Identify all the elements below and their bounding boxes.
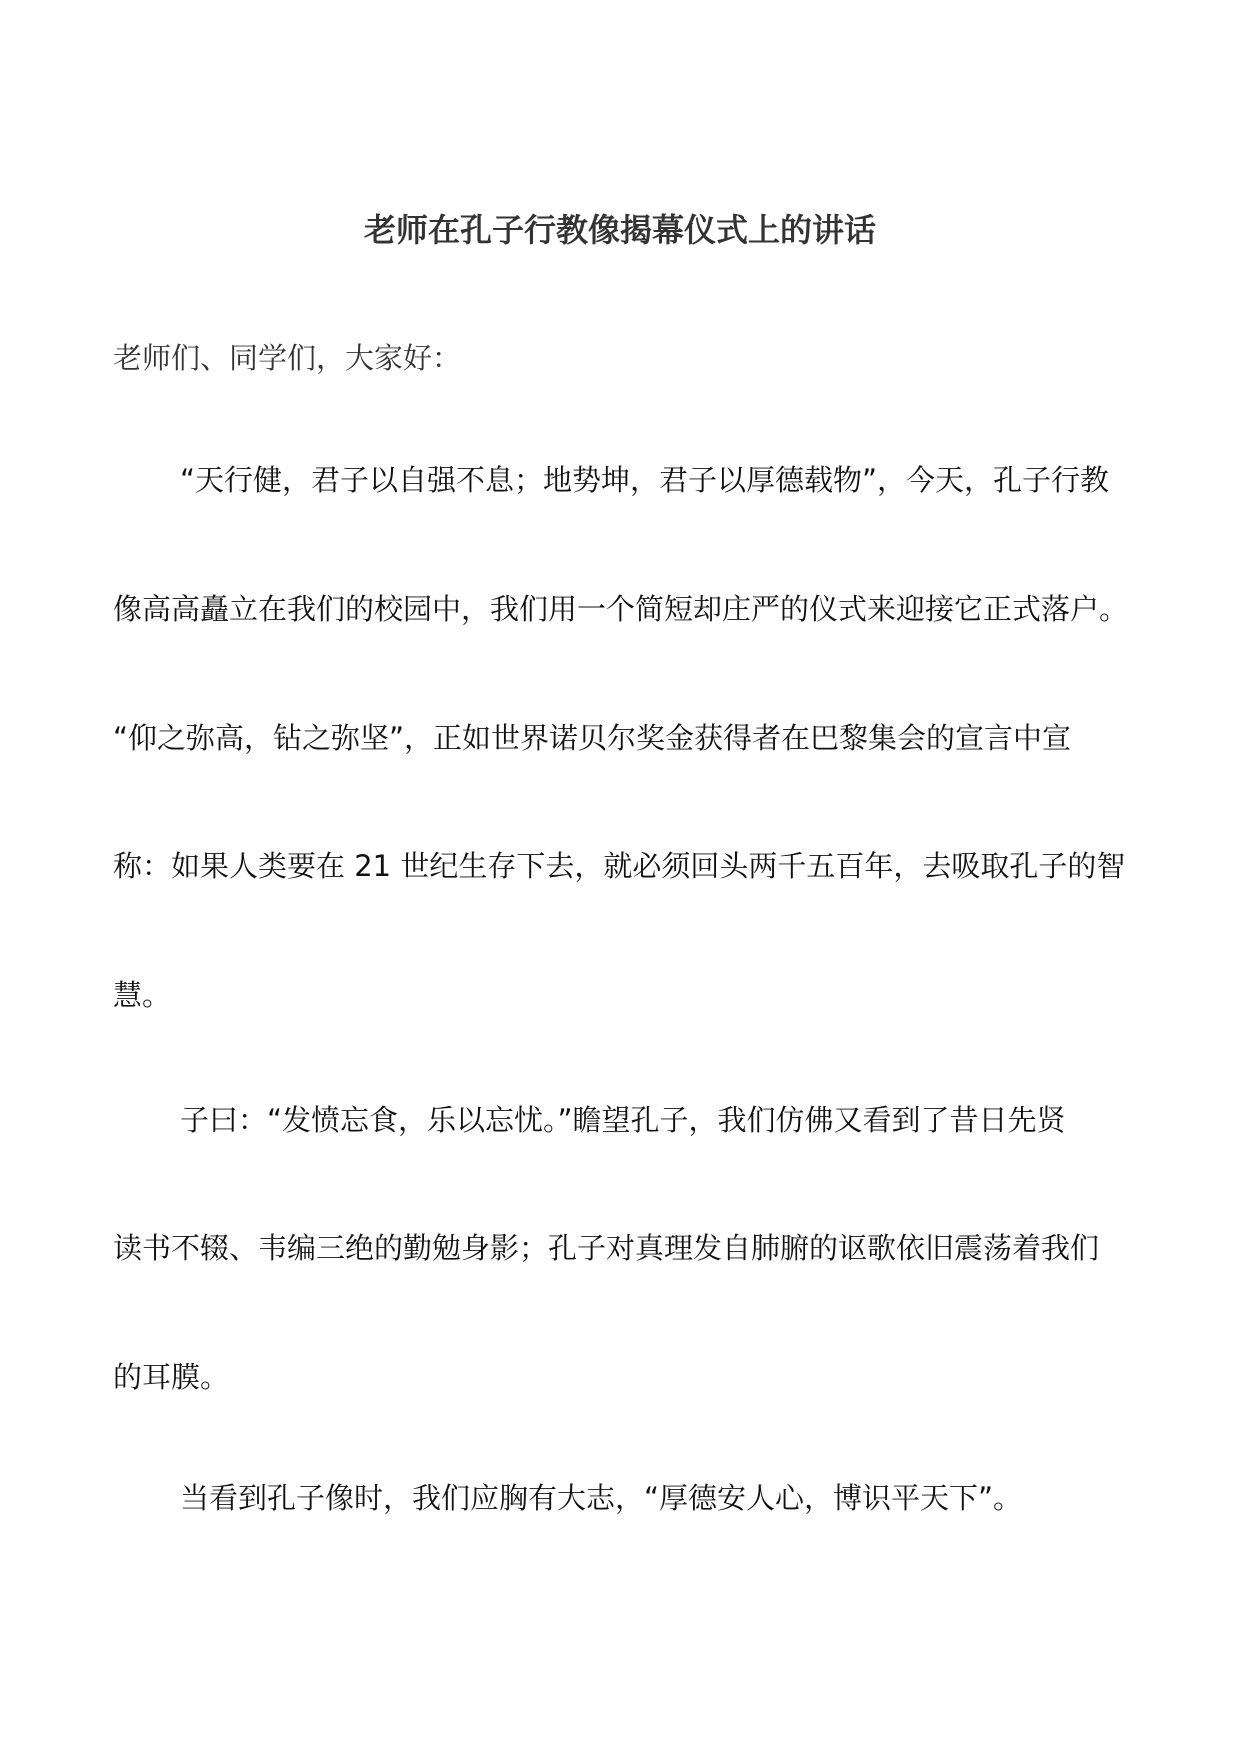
body-line-5: 慧。	[113, 978, 172, 1012]
body-line-3: “仰之弥高，钻之弥坚”，正如世界诺贝尔奖金获得者在巴黎集会的宣言中宣	[113, 721, 1072, 755]
body-line-6: 子曰：“发愤忘食，乐以忘忧。”瞻望孔子，我们仿佛又看到了昔日先贤	[180, 1103, 1066, 1137]
greeting-line: 老师们、同学们，大家好：	[113, 341, 462, 375]
body-line-1: “天行健，君子以自强不息；地势坤，君子以厚德载物”，今天，孔子行教	[180, 463, 1110, 497]
body-line-8: 的耳膜。	[113, 1360, 230, 1394]
body-line-2: 像高高矗立在我们的校园中，我们用一个简短却庄严的仪式来迎接它正式落户。	[113, 592, 1129, 626]
document-title: 老师在孔子行教像揭幕仪式上的讲话	[363, 211, 876, 249]
body-line-7: 读书不辍、韦编三绝的勤勉身影；孔子对真理发自肺腑的讴歌依旧震荡着我们	[113, 1231, 1100, 1265]
body-line-9: 当看到孔子像时，我们应胸有大志，“厚德安人心，博识平天下”。	[180, 1481, 1023, 1515]
body-line-4: 称：如果人类要在 21 世纪生存下去，就必须回头两千五百年，去吸取孔子的智	[113, 849, 1126, 883]
